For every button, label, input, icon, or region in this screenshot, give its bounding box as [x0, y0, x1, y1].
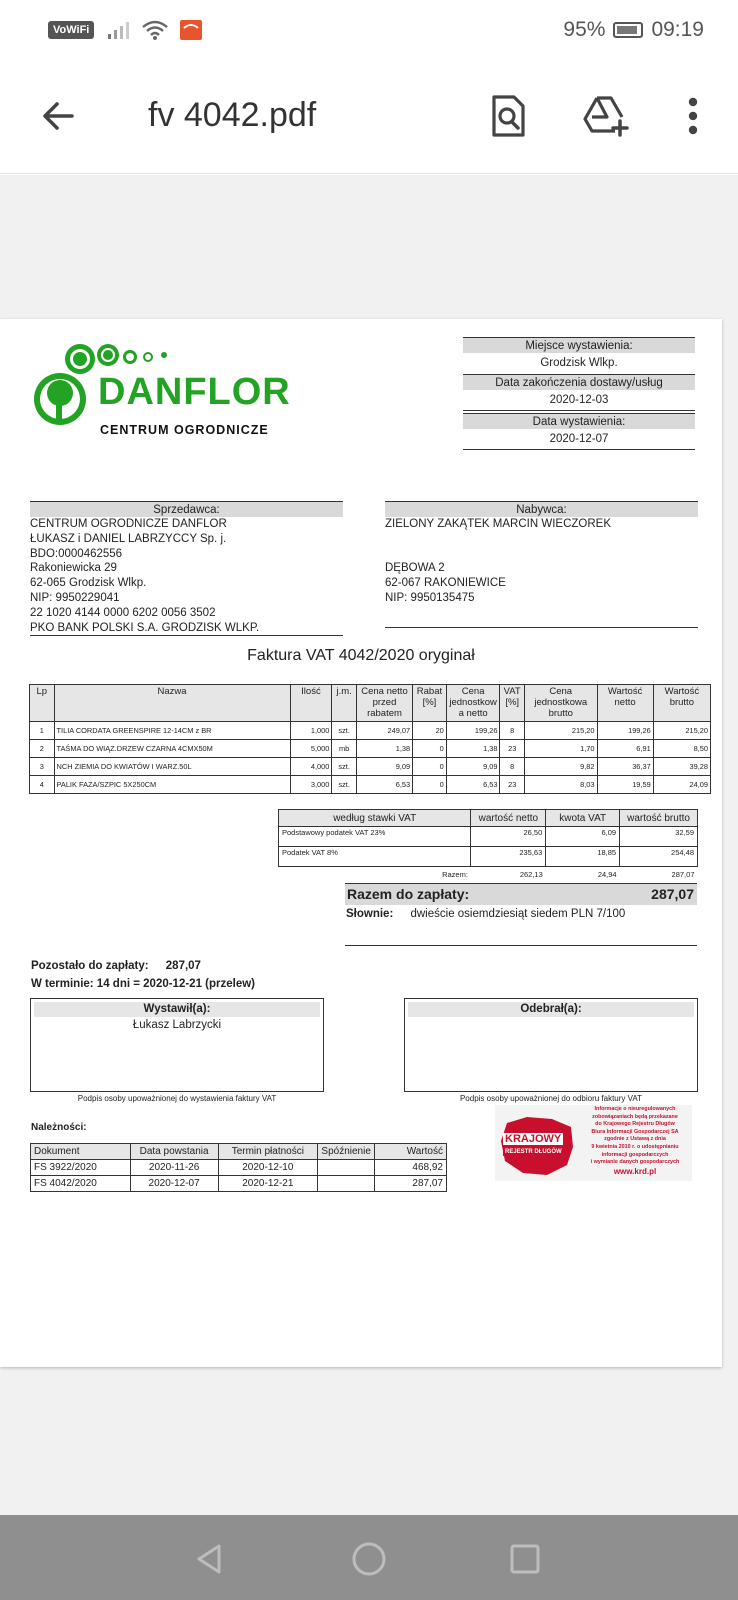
issue-place-value: Grodzisk Wlkp.	[540, 357, 618, 369]
more-options-button[interactable]	[669, 92, 717, 140]
krd-text-line: Informacje o nieuregulowanych	[594, 1106, 676, 1112]
col-header: Wartość brutto	[653, 685, 710, 722]
invoice-title: Faktura VAT 4042/2020 oryginał	[247, 647, 475, 664]
vat-header-row	[279, 810, 698, 827]
krd-text-line: Biura Informacji Gospodarczej SA	[591, 1128, 679, 1135]
cell: 8,03	[524, 776, 597, 794]
cell: 254,48	[620, 847, 698, 867]
cell: 0	[413, 740, 447, 758]
seller-line: CENTRUM OGRODNICZE DANFLOR	[30, 518, 227, 530]
cell: 20	[413, 722, 447, 740]
cell: 0	[413, 758, 447, 776]
cell: 39,28	[653, 758, 710, 776]
logo-name: DANFLOR	[98, 371, 291, 413]
add-to-drive-button[interactable]	[582, 92, 630, 140]
seller-line: ŁUKASZ i DANIEL LABRZYCCY Sp. j.	[30, 532, 227, 545]
seller-line: 22 1020 4144 0000 6202 0056 3502	[30, 606, 216, 619]
seller-line: PKO BANK POLSKI S.A. GRODZISK WLKP.	[30, 621, 343, 637]
krd-text-line: zgodnie z Ustawą z dnia	[604, 1136, 666, 1143]
nav-recents-button[interactable]	[503, 1537, 547, 1581]
table-row	[31, 1176, 447, 1192]
buyer-line	[385, 547, 698, 562]
buyer-line: NIP: 9950135475	[385, 591, 475, 604]
invoice-header-info	[463, 337, 695, 450]
col-header: Dokument	[31, 1144, 131, 1160]
cell: 1,000	[290, 722, 332, 740]
cell: mb	[332, 740, 357, 758]
cell: 36,37	[597, 758, 653, 776]
received-by-label: Odebrał(a):	[408, 1002, 694, 1017]
cell: FS 4042/2020	[31, 1176, 131, 1192]
cell: 6,09	[546, 827, 620, 847]
cell: 26,50	[471, 827, 546, 847]
remaining-value: 287,07	[165, 960, 201, 972]
col-header: VAT [%]	[500, 685, 525, 722]
cell: TAŚMA DO WIĄZ.DRZEW CZARNA 4CMX50M	[54, 740, 290, 758]
cell: 9,82	[524, 758, 597, 776]
col-header: Wartość	[375, 1144, 447, 1160]
col-header: Termin płatności	[218, 1144, 318, 1160]
receivables-label: Należności:	[31, 1122, 87, 1133]
search-document-button[interactable]	[484, 92, 532, 140]
cell: 9,09	[356, 758, 412, 776]
triangle-back-icon	[193, 1542, 227, 1576]
received-by-caption: Podpis osoby upoważnionej do odbioru faktury VAT	[459, 1094, 643, 1103]
nav-home-button[interactable]	[347, 1537, 391, 1581]
cell: 8	[500, 722, 525, 740]
cell: NCH ZIEMIA DO KWIATÓW I WARZ.50L	[54, 758, 290, 776]
cell: Podstawowy podatek VAT 23%	[279, 827, 471, 847]
buyer-section	[385, 501, 698, 628]
remaining-to-pay	[31, 960, 201, 972]
cell: TILIA CORDATA GREENSPIRE 12-14CM z BR	[54, 722, 290, 740]
seller-label: Sprzedawca:	[30, 501, 343, 517]
cell: 215,20	[653, 722, 710, 740]
cell: 262,13	[519, 870, 543, 880]
cell: 1,38	[446, 740, 500, 758]
krd-url: www.krd.pl	[613, 1166, 657, 1176]
krd-text-line: informacji gospodarczych	[601, 1151, 669, 1158]
total-to-pay-bar	[345, 883, 697, 905]
seller-line: NIP: 9950229041	[30, 591, 120, 604]
table-row	[31, 1160, 447, 1176]
nav-back-button[interactable]	[188, 1537, 232, 1581]
status-bar	[0, 0, 738, 62]
divider	[345, 945, 697, 946]
col-header: Cena netto przed rabatem	[356, 685, 412, 722]
issued-by-caption: Podpis osoby upoważnionej do wystawienia faktury VAT	[77, 1094, 277, 1103]
document-title: fv 4042.pdf	[148, 96, 317, 134]
battery-icon	[613, 22, 643, 38]
cell: 0	[413, 776, 447, 794]
more-vert-icon	[687, 96, 699, 136]
col-header: według stawki VAT	[279, 810, 471, 827]
krd-logo-bottom: REJESTR DŁUGÓW	[505, 1149, 562, 1155]
table-row	[279, 827, 698, 847]
cell: 4	[30, 776, 55, 794]
col-header: Rabat [%]	[413, 685, 447, 722]
cell: 8,50	[653, 740, 710, 758]
drive-add-icon	[582, 95, 630, 137]
cell: 8	[500, 758, 525, 776]
vat-summary-table	[278, 809, 698, 883]
col-header: Lp	[30, 685, 55, 722]
cell: 6,53	[446, 776, 500, 794]
table-row	[30, 758, 711, 776]
words-label: Słownie:	[346, 908, 394, 920]
cell: 6,91	[597, 740, 653, 758]
clock: 09:19	[651, 18, 704, 41]
cell: 3,000	[290, 776, 332, 794]
cell: 215,20	[524, 722, 597, 740]
total-to-pay-value: 287,07	[651, 886, 694, 902]
app-notification-icon	[180, 20, 202, 40]
amount-in-words	[346, 908, 625, 920]
square-recents-icon	[508, 1542, 542, 1576]
krd-text-line: 9 kwietnia 2010 r. o udostępnianiu	[591, 1143, 679, 1150]
seller-line: 62-065 Grodzisk Wlkp.	[30, 577, 147, 590]
cell: 468,92	[375, 1160, 447, 1176]
receivables-table	[30, 1143, 447, 1192]
cell: 18,85	[546, 847, 620, 867]
col-header: j.m.	[332, 685, 357, 722]
cell: 4,000	[290, 758, 332, 776]
items-header-row	[30, 685, 711, 722]
cell: FS 3922/2020	[31, 1160, 131, 1176]
buyer-line: 62-067 RAKONIEWICE	[385, 577, 506, 590]
cell: PALIK FAZA/SZPIC 5X250CM	[54, 776, 290, 794]
table-row	[30, 722, 711, 740]
cell: 9,09	[446, 758, 500, 776]
pdf-page	[0, 319, 722, 1367]
col-header: Spóźnienie	[318, 1144, 375, 1160]
col-header: kwota VAT	[546, 810, 620, 827]
table-row	[30, 776, 711, 794]
battery-percent: 95%	[563, 18, 606, 41]
words-value: dwieście osiemdziesiąt siedem PLN 7/100	[410, 908, 626, 920]
col-header: Data powstania	[130, 1144, 218, 1160]
remaining-label: Pozostało do zapłaty:	[31, 960, 149, 972]
buyer-label: Nabywca:	[385, 501, 698, 517]
arrow-back-icon	[40, 98, 76, 134]
cell: 2020-12-10	[218, 1160, 318, 1176]
table-row	[30, 740, 711, 758]
cell: Podatek VAT 8%	[279, 847, 471, 867]
cell: 24,09	[653, 776, 710, 794]
cell: 3	[30, 758, 55, 776]
col-header: Ilość	[290, 685, 332, 722]
buyer-divider	[385, 606, 698, 628]
search-document-icon	[490, 95, 526, 137]
seller-section	[30, 501, 343, 636]
issue-date-label: Data wystawienia:	[463, 413, 695, 429]
pdf-viewer[interactable]	[0, 175, 738, 1515]
seller-line: BDO:0000462556	[30, 547, 123, 560]
cell: Razem:	[442, 870, 468, 880]
danflor-logo	[34, 341, 324, 439]
issue-place-label: Miejsce wystawienia:	[463, 337, 695, 353]
cell: 2020-12-07	[130, 1176, 218, 1192]
seller-line: Rakoniewicka 29	[30, 562, 117, 575]
col-header: Nazwa	[54, 685, 290, 722]
delivery-date-value: 2020-12-03	[463, 390, 695, 411]
system-nav-bar	[0, 1515, 738, 1600]
krd-text	[579, 1106, 691, 1177]
cell: 23	[500, 776, 525, 794]
cell	[318, 1176, 375, 1192]
krd-notice	[495, 1105, 692, 1181]
received-by-box	[404, 998, 698, 1092]
cell: 1,38	[356, 740, 412, 758]
krd-logo-top: KRAJOWY	[505, 1133, 562, 1145]
signal-icon	[106, 21, 130, 39]
delivery-date-label: Data zakończenia dostawy/usług	[463, 374, 695, 390]
issued-by-box	[30, 998, 324, 1092]
krd-text-line: do Krajowego Rejestru Długów	[595, 1121, 675, 1128]
total-to-pay-label: Razem do zapłaty:	[347, 886, 470, 902]
cell: 2	[30, 740, 55, 758]
cell	[318, 1160, 375, 1176]
cell: szt.	[332, 722, 357, 740]
buyer-line	[385, 532, 698, 547]
vowifi-badge: VoWiFi	[48, 21, 94, 39]
cell: 2020-12-21	[218, 1176, 318, 1192]
cell: szt.	[332, 758, 357, 776]
items-table	[29, 684, 711, 794]
cell: 24,94	[597, 870, 617, 880]
cell: szt.	[332, 776, 357, 794]
receivables-header-row	[31, 1144, 447, 1160]
payment-term: W terminie: 14 dni = 2020-12-21 (przelew)	[31, 978, 256, 990]
cell: 1	[30, 722, 55, 740]
poland-map-icon	[497, 1113, 577, 1179]
buyer-line: DĘBOWA 2	[385, 562, 445, 575]
back-button[interactable]	[36, 94, 80, 138]
issue-date-value: 2020-12-07	[463, 429, 695, 450]
circle-home-icon	[350, 1540, 388, 1578]
cell: 287,07	[375, 1176, 447, 1192]
cell: 19,59	[597, 776, 653, 794]
wifi-icon	[142, 20, 168, 40]
cell: 235,63	[471, 847, 546, 867]
issued-by-label: Wystawił(a):	[34, 1002, 320, 1017]
col-header: Cena jednostkow a netto	[446, 685, 500, 722]
col-header: Cena jednostkowa brutto	[524, 685, 597, 722]
logo-subtitle: CENTRUM OGRODNICZE	[100, 423, 269, 437]
cell: 5,000	[290, 740, 332, 758]
krd-text-line: zobowiązaniach będą przekazane	[592, 1113, 678, 1120]
col-header: wartość netto	[471, 810, 546, 827]
cell: 32,59	[620, 827, 698, 847]
cell: 199,26	[446, 722, 500, 740]
buyer-line: ZIELONY ZAKĄTEK MARCIN WIECZOREK	[385, 518, 611, 530]
cell: 1,70	[524, 740, 597, 758]
cell: 6,53	[356, 776, 412, 794]
cell: 287,07	[671, 870, 695, 880]
cell: 2020-11-26	[130, 1160, 218, 1176]
cell: 199,26	[597, 722, 653, 740]
col-header: wartość brutto	[620, 810, 698, 827]
col-header: Wartość netto	[597, 685, 653, 722]
issued-by-name: Łukasz Labrzycki	[132, 1019, 222, 1031]
app-bar	[0, 62, 738, 174]
vat-total-row	[279, 867, 698, 883]
krd-text-line: i wymianie danych gospodarczych	[590, 1159, 680, 1166]
table-row	[279, 847, 698, 867]
cell: 249,07	[356, 722, 412, 740]
cell: 23	[500, 740, 525, 758]
